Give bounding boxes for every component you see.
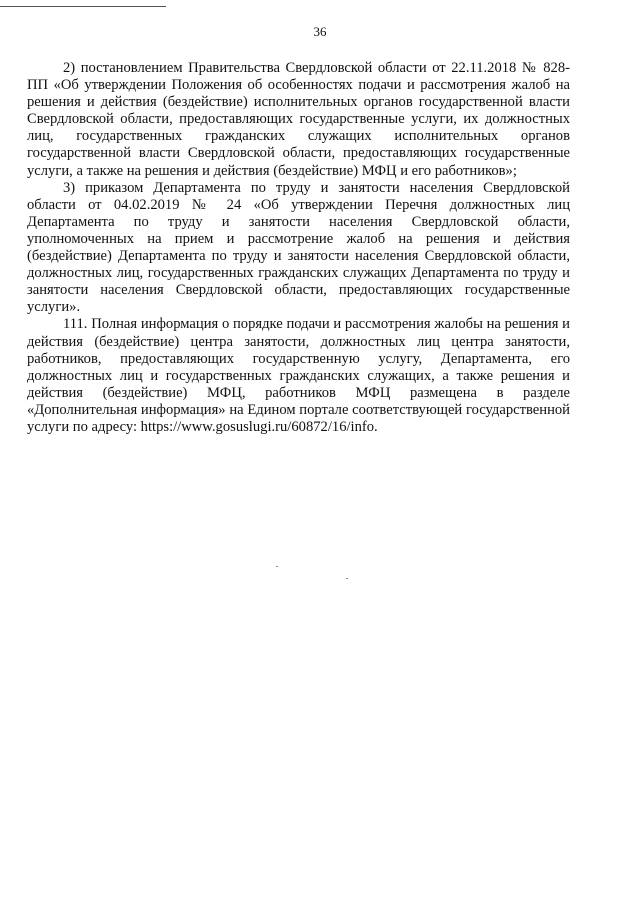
document-body — [27, 60, 570, 436]
paragraph-111: 111. Полная информация о порядке подачи и рассмотрения жалобы на решения и действия (бездействие) центра занятости, должностных лиц центра занятости, работников, предоставляющих государственную услугу, Департамента, его должностных лиц и государственных гражданских служащих, а также решения и действия (бездействие) МФЦ, работников МФЦ размещена в разделе «Дополнительная информация» на Едином портале соответствующей государственной услуги по адресу: https://www.gosuslugi.ru/60872/16/info. — [27, 316, 570, 435]
scan-speck — [346, 578, 348, 579]
paragraph-item-2: 2) постановлением Правительства Свердловской области от 22.11.2018 № 828-ПП «Об утверждении Положения об особенностях подачи и рассмотрения жалоб на решения и действия (бездействие) исполнительных органов государственной власти Свердловской области, предоставляющих государственные услуги, их должностных лиц, государственных гражданских служащих исполнительных органов государственной власти Свердловской области, предоставляющих государственные услуги, а также на решения и действия (бездействие) МФЦ и его работников»; — [27, 60, 570, 179]
header-rule — [0, 6, 166, 7]
paragraph-item-3: 3) приказом Департамента по труду и занятости населения Свердловской области от 04.02.2019 № 24 «Об утверждении Перечня должностных лиц Департамента по труду и занятости населения Свердловской области, уполномоченных на прием и рассмотрение жалоб на решения и действия (бездействие) Департамента по труду и занятости населения Свердловской области, должностных лиц, государственных гражданских служащих Департамента по труду и занятости населения Свердловской области, предоставляющих государственные услуги». — [27, 179, 570, 316]
page-number: 36 — [313, 24, 327, 39]
scan-speck — [276, 566, 278, 567]
